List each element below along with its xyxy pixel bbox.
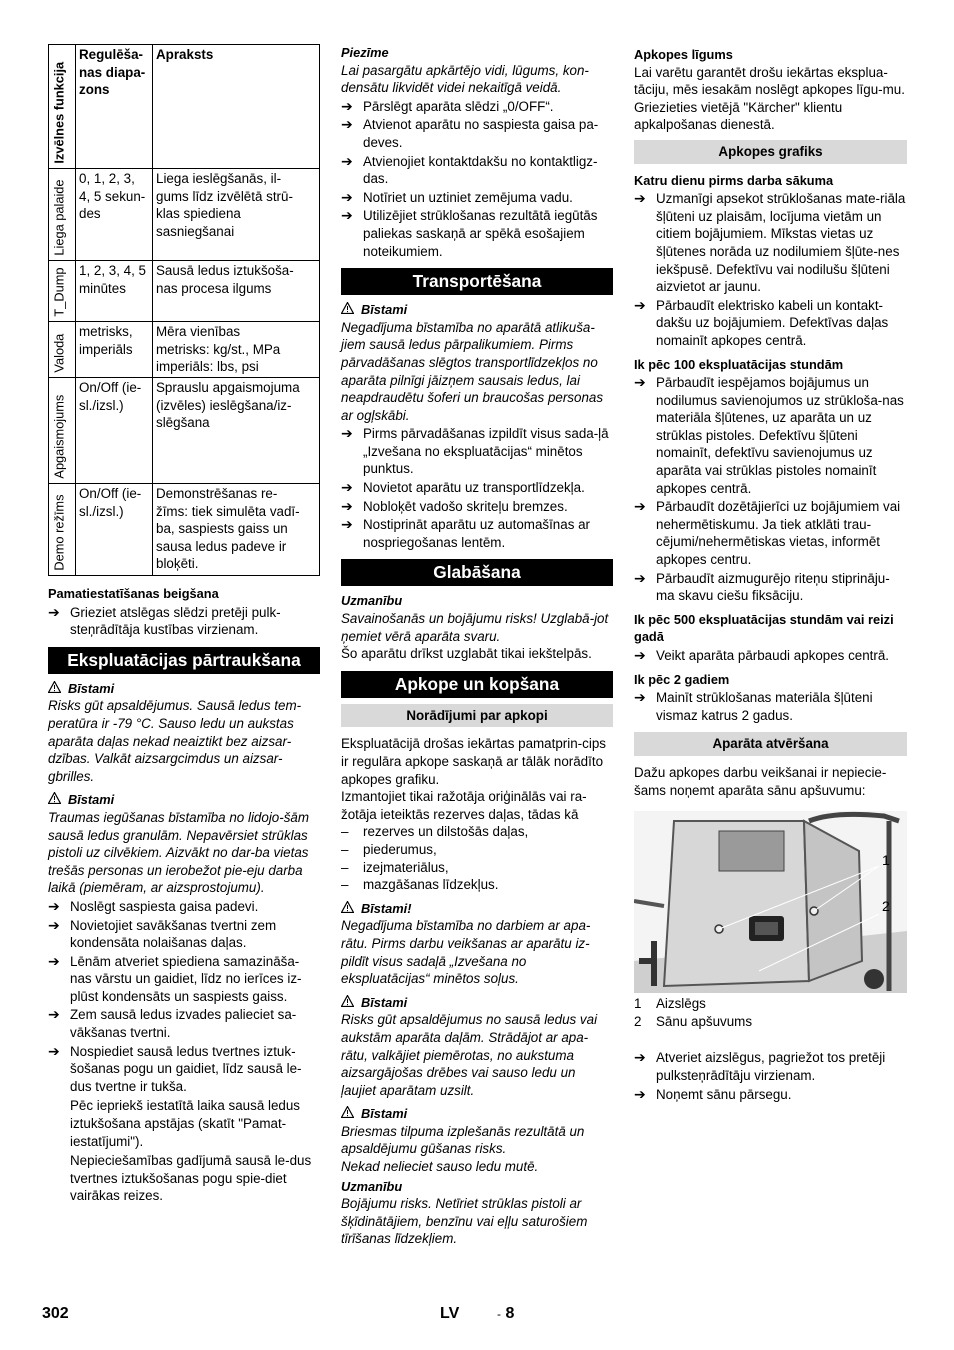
warning-triangle-icon — [341, 900, 355, 918]
column-1 — [48, 44, 320, 1205]
table-cell-range: 0, 1, 2, 3, 4, 5 sekun- des — [76, 169, 153, 261]
arrow-right-icon: ➔ — [341, 425, 353, 442]
warning-triangle-icon — [341, 301, 355, 319]
warning-heading: Bīstami — [341, 994, 613, 1012]
warning-heading: Bīstami — [48, 680, 320, 698]
arrow-right-icon: ➔ — [634, 498, 646, 515]
table-row — [49, 169, 320, 261]
step-item: ➔ Grieziet atslēgas slēdzi pretēji pulk-steņrādītāja kustības virzienam. — [48, 603, 281, 638]
warning-heading: Bīstami — [341, 1105, 613, 1123]
warning-triangle-icon — [341, 1105, 355, 1123]
table-row — [49, 261, 320, 322]
subsection-maintenance-notes: Norādījumi par apkopi — [341, 704, 613, 728]
hours500-heading: Ik pēc 500 ekspluatācijas stundām vai reizi gadā — [634, 611, 894, 645]
table-row — [49, 378, 320, 484]
warning-text: Negadījuma bīstamība no aparātā atlikuša-jiem sausā ledus pārpalikumiem. Pirms pārvadāšanas slēgtos transportlīdzekļos no aparāta pilnīgi jāizņem sausais ledus, lai neapdraudētu šoferi un braucošas personas ar ogļskābi. — [341, 319, 604, 423]
maintenance-text: Izmantojiet tikai ražotāja oriģinālās vai ra-žotāja ieteiktās rezerves daļas, tādas kā — [341, 789, 587, 822]
table-cell-description: Liega ieslēgšanās, il- gums līdz izvēlētā strū- klas spiediena sasniegšanai — [153, 169, 320, 261]
table-header-row — [49, 45, 320, 169]
step-item: ➔ Nostiprināt aparātu uz automašīnas ar nospriegošanas lentēm. — [341, 516, 591, 550]
legend-item: 1 Aizslēgs — [634, 996, 706, 1012]
daily-heading: Katru dienu pirms darba sākuma — [634, 172, 834, 188]
warning-text: Traumas iegūšanas bīstamība no lidojo-šām sausā ledus granulām. Nepavērsiet strūklas pistoli uz cilvēkiem. Aizvākt no dar-ba vietas trešās personas un ierobežot pie-eju darba laikā (piemēram, ar aizsprostojumu). — [48, 809, 309, 896]
warning-triangle-icon — [48, 791, 62, 809]
step-item: ➔ Pārbaudīt elektrisko kabeli un kontakt-dakšu uz bojājumiem. Defektīvas daļas nomainīt apkopes centrā. — [634, 296, 889, 348]
subsection-opening: Aparāta atvēršana — [634, 732, 907, 756]
step-note: Pēc iepriekš iestatītā laika sausā ledus iztukšošana apstājas (skatīt "Pamat-iestatījumi"). — [70, 1098, 300, 1149]
arrow-right-icon: ➔ — [48, 916, 60, 933]
arrow-right-icon: ➔ — [634, 190, 646, 207]
table-cell-function: Valoda — [51, 334, 67, 373]
table-header-description: Apraksts — [153, 45, 320, 169]
table-cell-function: Liega palaide — [51, 179, 67, 256]
list-item: – izejmateriālus, — [341, 859, 449, 875]
arrow-right-icon: ➔ — [341, 152, 353, 169]
step-item: ➔ Pirms pārvadāšanas izpildīt visus sada-ļā „Izvešana no ekspluatācijas“ minētos punktus. — [341, 425, 609, 477]
step-item: ➔ Noslēgt saspiesta gaisa padevi. — [48, 897, 259, 914]
warning-text: Briesmas tilpuma izplešanās rezultātā un apsaldējumu gūšanas risks. — [341, 1123, 585, 1157]
section-band-maintenance: Apkope un kopšana — [341, 671, 613, 698]
step-item: ➔ Utilizējiet strūklošanas rezultātā iegūtās paliekas saskaņā ar spēkā esošajiem noteikumiem. — [341, 207, 598, 259]
step-item: ➔ Atvienot aparātu no saspiesta gaisa pa-deves. — [341, 116, 599, 150]
table-cell-function: Apgaismojums — [51, 395, 67, 479]
step-item: ➔ Atvienojiet kontaktdakšu no kontaktligz-das. — [341, 152, 598, 187]
arrow-right-icon: ➔ — [48, 952, 60, 969]
arrow-right-icon: ➔ — [634, 1085, 646, 1102]
warning-triangle-icon — [341, 994, 355, 1012]
contract-heading: Apkopes līgums — [634, 47, 733, 62]
step-item: ➔ Veikt aparāta pārbaudi apkopes centrā. — [634, 647, 890, 663]
list-item: – rezerves un dilstošās daļas, — [341, 824, 529, 840]
table-cell-range: On/Off (ie- sl./izsl.) — [76, 378, 153, 484]
hours100-heading: Ik pēc 100 ekspluatācijas stundām — [634, 356, 844, 372]
step-item: ➔ Nospiediet sausā ledus tvertnes iztuk-šošanas pogu un gaidiet, līdz sausā le-dus tvertne ir tukša. — [48, 1042, 302, 1094]
table-cell-range: On/Off (ie- sl./izsl.) — [76, 484, 153, 576]
step-item: ➔ Novietot aparātu uz transportlīdzekļa. — [341, 479, 585, 496]
step-item: ➔ Novietojiet savākšanas tvertni zem kondensāta nolaišanas daļas. — [48, 916, 277, 951]
step-item: ➔ Pārslēgt aparāta slēdzi „0/OFF“. — [341, 97, 554, 114]
arrow-right-icon: ➔ — [341, 516, 353, 533]
caution-heading: Uzmanību — [341, 1178, 403, 1194]
arrow-right-icon: ➔ — [48, 897, 60, 914]
device-side-panel-figure — [634, 811, 907, 993]
arrow-right-icon: ➔ — [341, 207, 353, 224]
table-cell-description: Sausā ledus iztukšoša- nas procesa ilgums — [153, 261, 320, 322]
table-cell-function: T_Dump — [51, 267, 67, 317]
table-row — [49, 484, 320, 576]
step-item: ➔ Noņemt sānu pārsegu. — [634, 1085, 792, 1102]
step-item: ➔ Pārbaudīt dozētājierīci uz bojājumiem vai nehermētiskumu. Ja tiek atklāti trau-cējumi/nehermētiskas vietas, informēt apkopes centru. — [634, 498, 901, 568]
table-header-range: Regulēša- nas diapa- zons — [76, 45, 153, 169]
arrow-right-icon: ➔ — [634, 689, 646, 706]
arrow-right-icon: ➔ — [48, 603, 60, 620]
section-band-storage: Glabāšana — [341, 559, 613, 586]
years2-heading: Ik pēc 2 gadiem — [634, 671, 730, 687]
arrow-right-icon: ➔ — [48, 1042, 60, 1059]
step-item: ➔ Pārbaudīt iespējamos bojājumus un nodilumus savienojumos uz strūkloša-nas materiāla šļūtenes, uz aparāta un uz strūklas pistoles. Defektīvu šļūteni nomainīt, defektīvu savienojumus uz aparāta vai strūklas pistoles nomainīt apkopes centrā. — [634, 374, 904, 496]
section-band-shutdown: Ekspluatācijas pārtraukšana — [48, 647, 320, 674]
warning-triangle-icon — [48, 680, 62, 698]
maintenance-text: Ekspluatācijā drošas iekārtas pamatprin-cips ir regulāra apkope saskaņā ar tālāk norādīto apkopes grafiku. — [341, 736, 606, 787]
arrow-right-icon: ➔ — [634, 647, 646, 663]
sheet-number: - 8 — [497, 1305, 515, 1322]
step-item: ➔ Atveriet aizslēgus, pagriežot tos pretēji pulksteņrādītāju virzienam. — [634, 1049, 886, 1083]
arrow-right-icon: ➔ — [634, 296, 646, 313]
list-item: – mazgāšanas līdzekļus. — [341, 877, 499, 893]
storage-text: Šo aparātu drīkst uzglabāt tikai iekštelpās. — [341, 646, 592, 662]
step-item: ➔ Notīriet un uztiniet zemējuma vadu. — [341, 188, 573, 205]
table-header-function: Izvēlnes funkcija — [49, 45, 76, 169]
arrow-right-icon: ➔ — [48, 1006, 60, 1023]
step-item: ➔ Pārbaudīt aizmugurējo riteņu stiprināju-ma skavu ciešu fiksāciju. — [634, 569, 890, 604]
warning-text: Risks gūt apsaldējumus no sausā ledus vai aukstām aparāta daļām. Strādājot ar apa-rātu, valkājiet piemērotas, no aukstuma aizsargājošas drēbes vai sauso ledu un ļaujiet aparātam uzsilt. — [341, 1012, 598, 1098]
arrow-right-icon: ➔ — [341, 116, 353, 133]
arrow-right-icon: ➔ — [341, 97, 353, 114]
opening-text: Dažu apkopes darbu veikšanai ir nepiecie-šams noņemt aparāta sānu apšuvumu: — [634, 764, 887, 798]
arrow-right-icon: ➔ — [341, 479, 353, 496]
note-text: Lai pasargātu apkārtējo vidi, lūgums, kon-densātu likvidēt videi nekaitīgā veidā. — [341, 62, 589, 96]
figure-label-1: 1 — [882, 852, 890, 869]
table-cell-description: Sprauslu apgaismojuma (izvēles) ieslēgšana/iz- slēgšana — [153, 378, 320, 484]
settings-table — [48, 44, 320, 576]
warning-text: Nekad nelieciet sauso ledu mutē. — [341, 1159, 539, 1175]
warning-heading: Bīstami! — [341, 900, 613, 918]
caution-text: Bojājumu risks. Netīriet strūklas pistoli ar šķīdinātājiem, benzīnu vai eļļu saturošiem tīrīšanas līdzekļiem. — [341, 1196, 588, 1247]
contract-text: Lai varētu garantēt drošu iekārtas ekspluа-tāciju, mēs iesakām noslēgt apkopes līgu-mu. Griezieties vietējā "Kärcher" klientu apkalpošanas dienestā. — [634, 64, 905, 133]
end-setup-heading: Pamatiestatīšanas beigšana — [48, 586, 219, 601]
column-3 — [634, 44, 907, 1104]
device-illustration — [634, 811, 907, 993]
arrow-right-icon: ➔ — [634, 1049, 646, 1066]
step-item: ➔ Mainīt strūklošanas materiāla šļūteni vismaz katrus 2 gadus. — [634, 689, 873, 723]
warning-heading: Bīstami — [341, 301, 613, 319]
arrow-right-icon: ➔ — [341, 497, 353, 514]
note-heading: Piezīme — [341, 45, 389, 60]
table-cell-function: Demo režīms — [51, 494, 67, 571]
arrow-right-icon: ➔ — [634, 569, 646, 586]
step-note: Nepieciešamības gadījumā sausā le-dus tvertnes iztukšošanas pogu spie-diet vairākas reizes. — [70, 1153, 312, 1204]
step-item: ➔ Nobloķēt vadošo skriteļu bremzes. — [341, 497, 568, 514]
figure-label-2: 2 — [882, 898, 890, 915]
table-cell-description: Mēra vienības metrisks: kg/st., MPa imperiāls: lbs, psi — [153, 322, 320, 378]
warning-text: Negadījuma bīstamība no darbiem ar apa-rātu. Pirms darbu veikšanas ar aparātu iz-pildīt visus sadaļā „Izvešana no ekspluatācijas“ minētos soļus. — [341, 918, 591, 987]
arrow-right-icon: ➔ — [341, 188, 353, 205]
arrow-right-icon: ➔ — [634, 374, 646, 391]
table-row — [49, 322, 320, 378]
page-number: 302 — [42, 1305, 69, 1322]
table-cell-description: Demonstrēšanas re- žīms: tiek simulēta vadī- ba, saspiests gaiss un sausa ledus padeve ir bloķēti. — [153, 484, 320, 576]
step-item: ➔ Uzmanīgi apsekot strūklošanas mate-riāla šļūteni uz plaisām, locījuma vietām un citiem bojājumiem. Mīkstas vietas uz šļūtenes norāda uz nodilumiem šļūte-nes iekšpusē. Defektīvu vai nodilušu šļūteni aizvietot ar jaunu. — [634, 190, 906, 295]
warning-text: Risks gūt apsaldējumus. Sausā ledus tem-peratūra ir -79 °C. Sauso ledu un aukstas aparāta daļas nekad neaiztikt bez aizsar-dzības. Valkāt aizsargcimdus un aizsar-gbrilles. — [48, 698, 302, 784]
step-item: ➔ Lēnām atveriet spiediena samazināša-nas vārstu un gaidiet, līdz no ierīces iz-plūst kondensāts un saspiests gaiss. — [48, 952, 302, 1004]
language-code: LV — [440, 1305, 460, 1322]
legend-item: 2 Sānu apšuvums — [634, 1013, 753, 1029]
warning-heading: Bīstami — [48, 791, 320, 809]
table-cell-range: metrisks, imperiāls — [76, 322, 153, 378]
section-band-transport: Transportēšana — [341, 268, 613, 295]
table-cell-range: 1, 2, 3, 4, 5 minūtes — [76, 261, 153, 322]
list-item: – piederumus, — [341, 841, 437, 857]
step-item: ➔ Zem sausā ledus izvades palieciet sa-vākšanas tvertni. — [48, 1006, 297, 1041]
caution-text: Savainošanās un bojājumu risks! Uzglabā-jot ņemiet vērā aparāta svaru. — [341, 611, 609, 644]
column-2 — [341, 44, 613, 1248]
subsection-schedule: Apkopes grafiks — [634, 140, 907, 164]
caution-heading: Uzmanību — [341, 593, 403, 609]
